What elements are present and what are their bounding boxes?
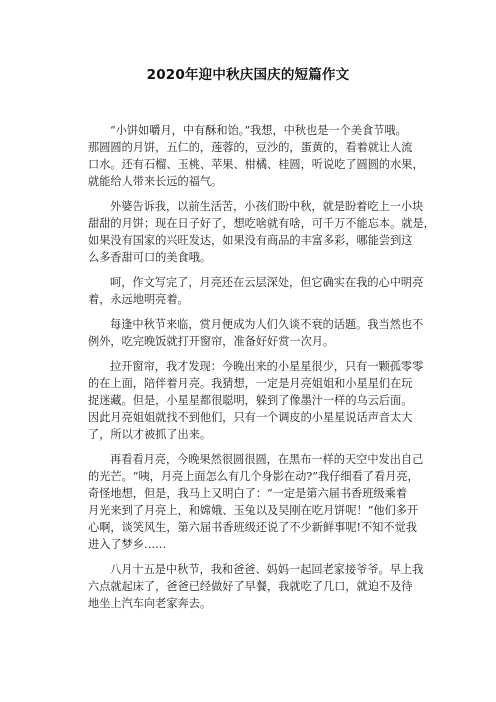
paragraph-line: 了，所以才被抓了出来。 — [88, 428, 212, 441]
paragraph-2 — [88, 198, 435, 266]
paragraph-line: 如果没有国家的兴旺发达，如果没有商品的丰富多彩，哪能尝到这 — [88, 234, 413, 247]
paragraph-line: 六点就起床了，爸爸已经做好了早餐，我就吃了几口，就迫不及待 — [88, 580, 413, 593]
paragraph-line: 甜甜的月饼；现在日子好了，想吃啥就有啥，可千万不能忘本。就是， — [88, 217, 435, 230]
paragraph-line: 就能给人带来长远的福气。 — [88, 175, 223, 188]
paragraph-1 — [88, 122, 424, 190]
paragraph-line: 拉开窗帘，我才发现：今晚出来的小星星很少，只有一颗孤零零 — [110, 360, 424, 373]
paragraph-line: 再看看月亮，今晚果然很圆很圆，在黑布一样的天空中发出自己 — [110, 453, 424, 466]
paragraph-4 — [88, 316, 424, 350]
paragraph-line: “小饼如嚼月，中有酥和饴。”我想，中秋也是一个美食节哦。 — [110, 124, 407, 137]
paragraph-line: 每逢中秋节来临，赏月便成为人们久谈不衰的话题。我当然也不 — [110, 318, 424, 331]
paragraph-line: 进入了梦乡…… — [88, 538, 167, 551]
paragraph-line: 因此月亮姐姐就找不到他们，只有一个调皮的小星星说话声音太大 — [88, 411, 413, 424]
paragraph-line: 么多香甜可口的美食哦。 — [88, 251, 212, 264]
paragraph-line: 例外，吃完晚饭就打开窗帘，准备好好赏一次月。 — [88, 335, 335, 348]
paragraph-6 — [88, 451, 424, 553]
paragraph-line: 奇怪地想，但是，我马上又明白了：“一定是第六届书香班级乘着 — [88, 487, 407, 500]
paragraph-5 — [88, 358, 424, 443]
paragraph-line: 那圆圆的月饼，五仁的，莲蓉的，豆沙的，蛋黄的，看着就让人流 — [88, 141, 413, 154]
paragraph-line: 呵，作文写完了，月亮还在云层深处，但它确实在我的心中明亮 — [110, 276, 424, 289]
document-title: 2020年迎中秋庆国庆的短篇作文 — [146, 67, 350, 83]
paragraph-7 — [88, 561, 424, 612]
paragraph-line: 捉迷藏。但是，小星星都很聪明，躲到了像墨汁一样的乌云后面。 — [88, 394, 413, 407]
paragraph-line: 的在上面，陪伴着月亮。我猜想，一定是月亮姐姐和小星星们在玩 — [88, 377, 413, 390]
paragraph-line: 月光来到了月亮上，和嫦娥、玉兔以及吴刚在吃月饼呢！”他们多开 — [88, 504, 419, 517]
paragraph-line: 外婆告诉我，以前生活苦，小孩们盼中秋，就是盼着吃上一小块 — [110, 200, 424, 213]
paragraph-line: 着，永远地明亮着。 — [88, 293, 189, 306]
paragraph-line: 地坐上汽车向老家奔去。 — [88, 597, 212, 610]
paragraph-line: 八月十五是中秋节，我和爸爸、妈妈一起回老家接爷爷。早上我 — [110, 563, 424, 576]
paragraph-line: 的光芒。“咦，月亮上面怎么有几个身影在动?”我仔细看了看月亮， — [88, 470, 419, 483]
paragraph-line: 心啊，谈笑风生，第六届书香班级还说了不少新鲜事呢!不知不觉我 — [88, 521, 417, 534]
paragraph-3 — [88, 274, 424, 308]
paragraph-line: 口水。还有石榴、玉桃、苹果、柑橘、桂圆，听说吃了圆圆的水果， — [88, 158, 424, 171]
document-body — [88, 122, 435, 620]
